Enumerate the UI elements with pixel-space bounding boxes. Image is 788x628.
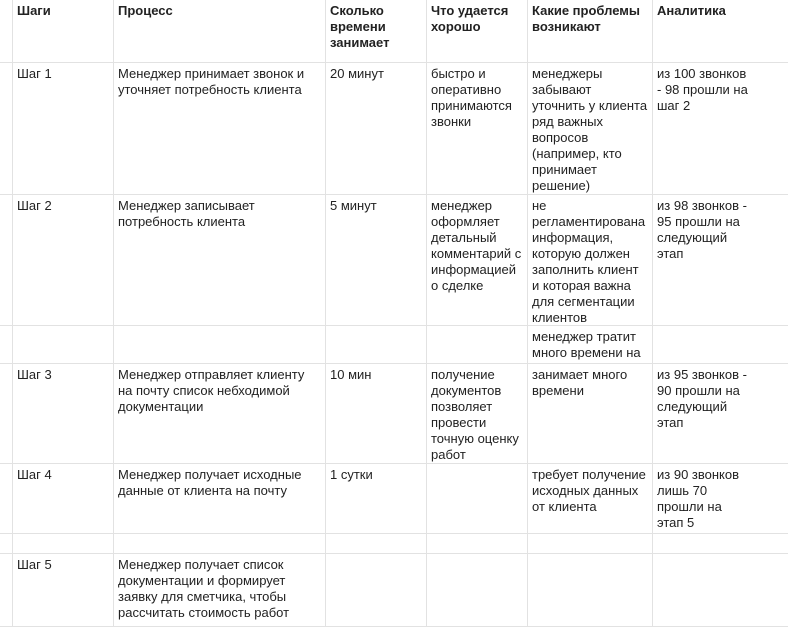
header-steps[interactable]: Шаги — [13, 0, 114, 63]
cell-step[interactable]: Шаг 1 — [13, 63, 114, 195]
cell-problems[interactable]: менеджеры забывают уточнить у клиента ряд важных вопросов (например, кто принимает решение) — [528, 63, 653, 195]
row-gutter — [0, 195, 13, 326]
cell-process[interactable] — [114, 534, 326, 554]
header-time[interactable]: Сколько времени занимает — [326, 0, 427, 63]
cell-time[interactable]: 10 мин — [326, 364, 427, 464]
cell-step[interactable]: Шаг 5 — [13, 554, 114, 627]
cell-time[interactable] — [326, 554, 427, 627]
cell-good[interactable] — [427, 326, 528, 364]
cell-process[interactable] — [114, 326, 326, 364]
cell-analytics[interactable] — [653, 326, 788, 364]
cell-problems[interactable]: занимает много времени — [528, 364, 653, 464]
cell-step[interactable] — [13, 326, 114, 364]
cell-step[interactable]: Шаг 2 — [13, 195, 114, 326]
cell-analytics[interactable]: из 95 звонков - 90 прошли на следующий этап — [653, 364, 788, 464]
cell-analytics[interactable]: из 98 звонков - 95 прошли на следующий этап — [653, 195, 788, 326]
cell-analytics[interactable]: из 90 звонков лишь 70 прошли на этап 5 — [653, 464, 788, 534]
row-gutter — [0, 554, 13, 627]
cell-analytics[interactable]: из 100 звонков - 98 прошли на шаг 2 — [653, 63, 788, 195]
cell-analytics[interactable] — [653, 554, 788, 627]
cell-good[interactable] — [427, 554, 528, 627]
cell-good[interactable]: быстро и оперативно принимаются звонки — [427, 63, 528, 195]
cell-process[interactable]: Менеджер получает исходные данные от клиента на почту — [114, 464, 326, 534]
cell-step[interactable] — [13, 534, 114, 554]
row-gutter — [0, 534, 13, 554]
cell-problems[interactable] — [528, 534, 653, 554]
cell-process[interactable]: Менеджер записывает потребность клиента — [114, 195, 326, 326]
cell-step[interactable]: Шаг 4 — [13, 464, 114, 534]
cell-time[interactable]: 5 минут — [326, 195, 427, 326]
cell-problems[interactable]: не регламентирована информация, которую должен заполнить клиент и которая важна для сегментации клиентов — [528, 195, 653, 326]
cell-good[interactable] — [427, 534, 528, 554]
cell-time[interactable]: 1 сутки — [326, 464, 427, 534]
cell-good[interactable]: менеджер оформляет детальный комментарий с информацией о сделке — [427, 195, 528, 326]
cell-time[interactable] — [326, 326, 427, 364]
cell-good[interactable] — [427, 464, 528, 534]
row-gutter — [0, 63, 13, 195]
cell-good[interactable]: получение документов позволяет провести точную оценку работ — [427, 364, 528, 464]
cell-process[interactable]: Менеджер принимает звонок и уточняет потребность клиента — [114, 63, 326, 195]
row-gutter — [0, 364, 13, 464]
row-gutter — [0, 464, 13, 534]
cell-step[interactable]: Шаг 3 — [13, 364, 114, 464]
header-good[interactable]: Что удается хорошо — [427, 0, 528, 63]
cell-time[interactable] — [326, 534, 427, 554]
row-gutter-header — [0, 0, 13, 63]
cell-process[interactable]: Менеджер отправляет клиенту на почту список небходимой документации — [114, 364, 326, 464]
row-gutter — [0, 326, 13, 364]
header-process[interactable]: Процесс — [114, 0, 326, 63]
cell-problems[interactable]: требует получение исходных данных от клиента — [528, 464, 653, 534]
cell-problems[interactable]: менеджер тратит много времени на — [528, 326, 653, 364]
header-problems[interactable]: Какие проблемы возникают — [528, 0, 653, 63]
cell-process[interactable]: Менеджер получает список документации и формирует заявку для сметчика, чтобы рассчитать стоимость работ — [114, 554, 326, 627]
cell-problems[interactable] — [528, 554, 653, 627]
cell-analytics[interactable] — [653, 534, 788, 554]
header-analytics[interactable]: Аналитика — [653, 0, 788, 63]
cell-time[interactable]: 20 минут — [326, 63, 427, 195]
